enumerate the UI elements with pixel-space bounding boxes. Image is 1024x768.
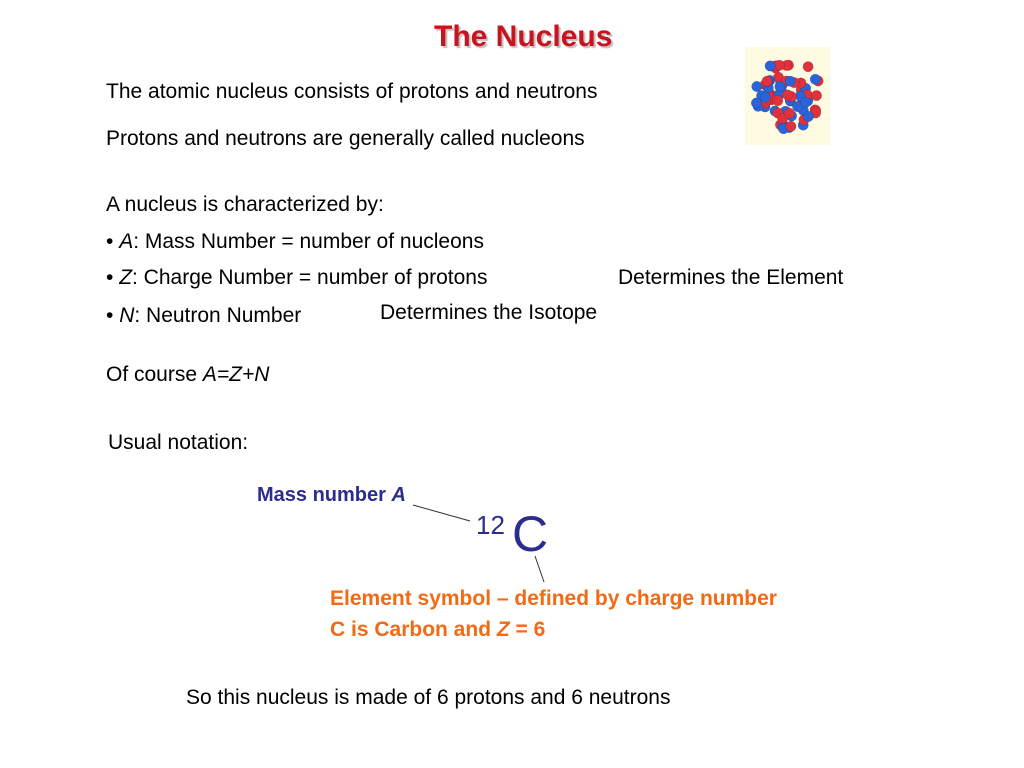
- carbon-z-symbol: Z: [496, 618, 510, 641]
- determines-isotope-note: Determines the Isotope: [380, 301, 598, 324]
- symbol-a: A: [119, 230, 134, 253]
- mass-number-symbol: A: [391, 484, 406, 506]
- bullet-marker: •: [106, 304, 120, 327]
- element-symbol-pointer-line: [535, 556, 544, 582]
- element-symbol: C: [512, 506, 549, 562]
- mass-number-superscript: 12: [476, 510, 505, 540]
- symbol-n: N: [119, 304, 135, 327]
- mass-number-pointer-line: [413, 505, 470, 521]
- conclusion-line: So this nucleus is made of 6 protons and 6 neutrons: [186, 686, 671, 709]
- usual-notation-heading: Usual notation:: [108, 431, 249, 454]
- intro-line-1: The atomic nucleus consists of protons and neutrons: [106, 80, 598, 103]
- relation-formula: A=Z+N: [202, 363, 270, 386]
- bullet-text: : Neutron Number: [134, 304, 302, 327]
- characterized-heading: A nucleus is characterized by:: [106, 193, 384, 216]
- bullet-marker: •: [106, 230, 120, 253]
- element-symbol-description: Element symbol – defined by charge number: [330, 587, 777, 610]
- bullet-text: : Mass Number = number of nucleons: [133, 230, 484, 253]
- bullet-marker: •: [106, 266, 120, 289]
- mass-number-text: Mass number: [257, 484, 392, 506]
- carbon-charge-line: [330, 619, 545, 640]
- carbon-z-value: = 6: [509, 618, 546, 641]
- bullet-text: : Charge Number = number of protons: [132, 266, 488, 289]
- intro-line-2: Protons and neutrons are generally called nucleons: [106, 127, 585, 150]
- relation-prefix: Of course: [106, 363, 203, 386]
- carbon-text: C is Carbon and: [330, 618, 497, 641]
- determines-element-note: Determines the Element: [618, 266, 844, 289]
- symbol-z: Z: [119, 266, 133, 289]
- slide-title: The Nucleus: [434, 20, 613, 53]
